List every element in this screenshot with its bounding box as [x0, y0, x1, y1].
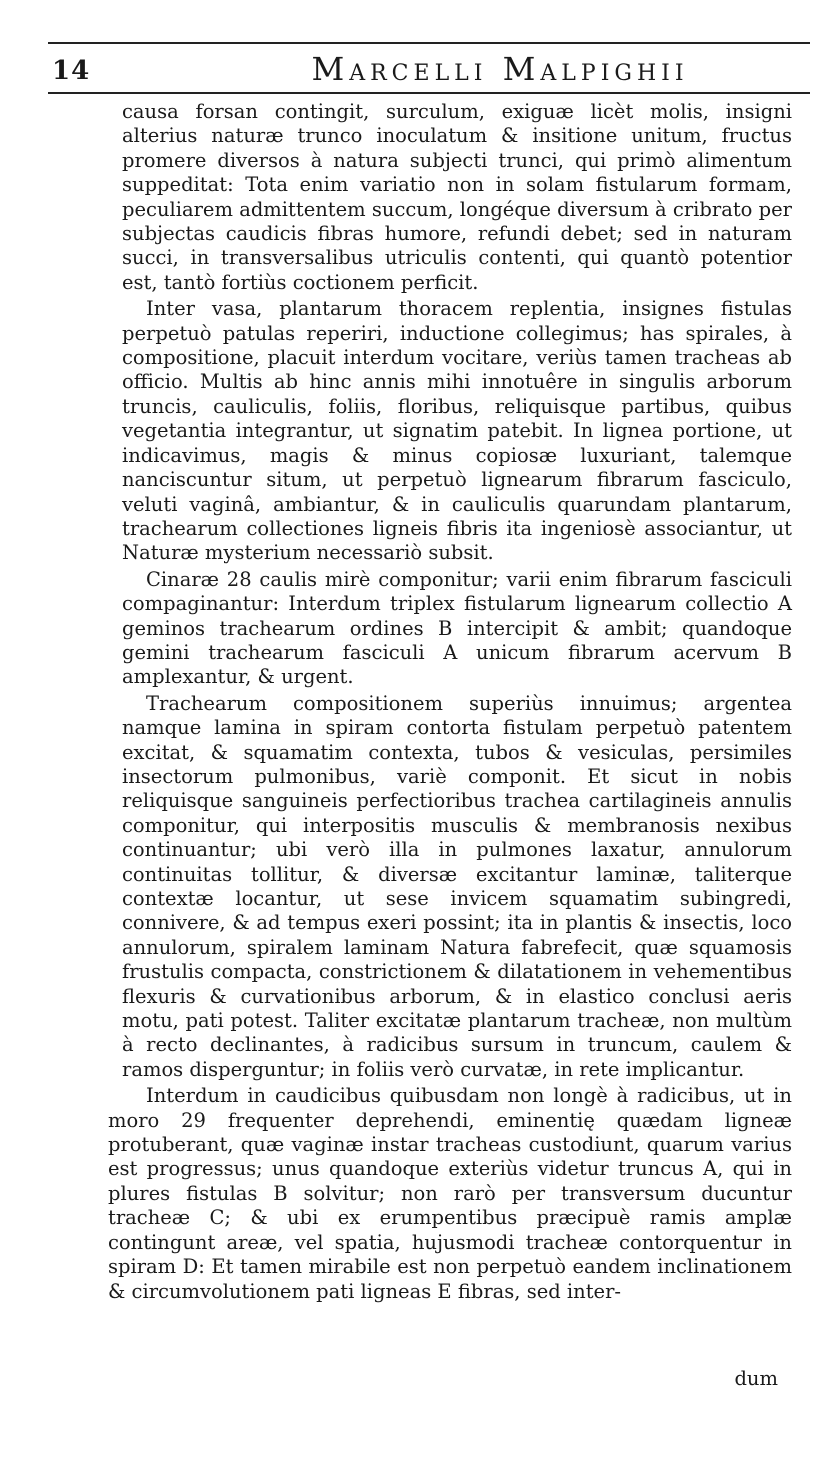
paragraph-1: causa forsan contingit, surculum, exiguæ licèt molis, insigni alterius naturæ trunco inoculatum & insitione unitum, fructus promere diversos à natura subjecti trunci, qui primò alimentum suppeditat: Tota enim variatio non in solam fistularum formam, peculiarem admittentem succum, longéque diversum à cribrato per subjectas caudicis fibras humore, refundi debet; sed in naturam succi, in transversalibus utriculis contenti, qui quantò potentior est, tantò fortiùs coctionem perficit.: [122, 100, 792, 294]
body-text: [108, 100, 792, 1306]
top-rule: [48, 42, 810, 44]
catchword: dum: [734, 1367, 778, 1390]
paragraph-3: Cinaræ 28 caulis mirè componitur; varii enim fibrarum fasciculi compaginantur: Interdum triplex fistularum lignearum collectio A geminos trachearum ordines B intercipit & ambit; quandoque gemini trachearum fasciculi A unicum fibrarum acervum B amplexantur, & urgent.: [122, 567, 792, 689]
paragraph-5: Interdum in caudicibus quibusdam non longè à radicibus, ut in moro 29 frequenter deprehendi, eminentię quædam ligneæ protuberant, quæ vaginæ instar tracheas custodiunt, quarum varius est progressus; unus quandoque exteriùs videtur truncus A, qui in plures fistulas B solvitur; non rarò per transversum ducuntur tracheæ C; & ubi ex erumpentibus præcipuè ramis amplæ contingunt areæ, vel spatia, hujusmodi tracheæ contorquentur in spiram D: Et tamen mirabile est non perpetuò eandem inclinationem & circumvolutionem pati ligneas E fibras, sed inter-: [108, 1084, 792, 1303]
paragraph-4: Trachearum compositionem superiùs innuimus; argentea namque lamina in spiram contorta fistulam perpetuò patentem excitat, & squamatim contexta, tubos & vesiculas, persimiles insectorum pulmonibus, variè componit. Et sicut in nobis reliquisque sanguineis perfectioribus trachea cartilagineis annulis componitur, qui interpositis musculis & membranosis nexibus continuantur; ubi verò illa in pulmones laxatur, annulorum continuitas tollitur, & diversæ excitantur laminæ, taliterque contextæ locantur, ut sese invicem squamatim subingredi, connivere, & ad tempus exeri possint; ita in plantis & insectis, loco annulorum, spiralem laminam Natura fabrefecit, quæ squamosis frustulis compacta, constrictionem & dilatationem in vehementibus flexuris & curvationibus arborum, & in elastico conclusi aeris motu, pati potest. Taliter excitatæ plantarum tracheæ, non multùm à recto declinantes, à radicibus sursum in truncum, caulem & ramos disperguntur; in foliis verò curvatæ, in rete implicantur.: [122, 691, 792, 1081]
page-number: 14: [52, 56, 91, 86]
header-rule: [48, 92, 810, 94]
paragraph-2: Inter vasa, plantarum thoracem replentia, insignes fistulas perpetuò patulas reperiri, inductione collegimus; has spirales, à compositione, placuit interdum vocitare, veriùs tamen tracheas ab officio. Multis ab hinc annis mihi innotuêre in singulis arborum truncis, cauliculis, foliis, floribus, reliquisque partibus, quibus vegetantia integrantur, ut signatim patebit. In lignea portione, ut indicavimus, magis & minus copiosæ luxuriant, talemque nanciscuntur situm, ut perpetuò lignearum fibrarum fasciculo, veluti vaginâ, ambiantur, & in cauliculis quarundam plantarum, trachearum collectiones ligneis fibris ita ingeniosè associantur, ut Naturæ mysterium necessariò subsit.: [122, 297, 792, 565]
running-head: Marcelli Malpighii: [311, 50, 689, 88]
